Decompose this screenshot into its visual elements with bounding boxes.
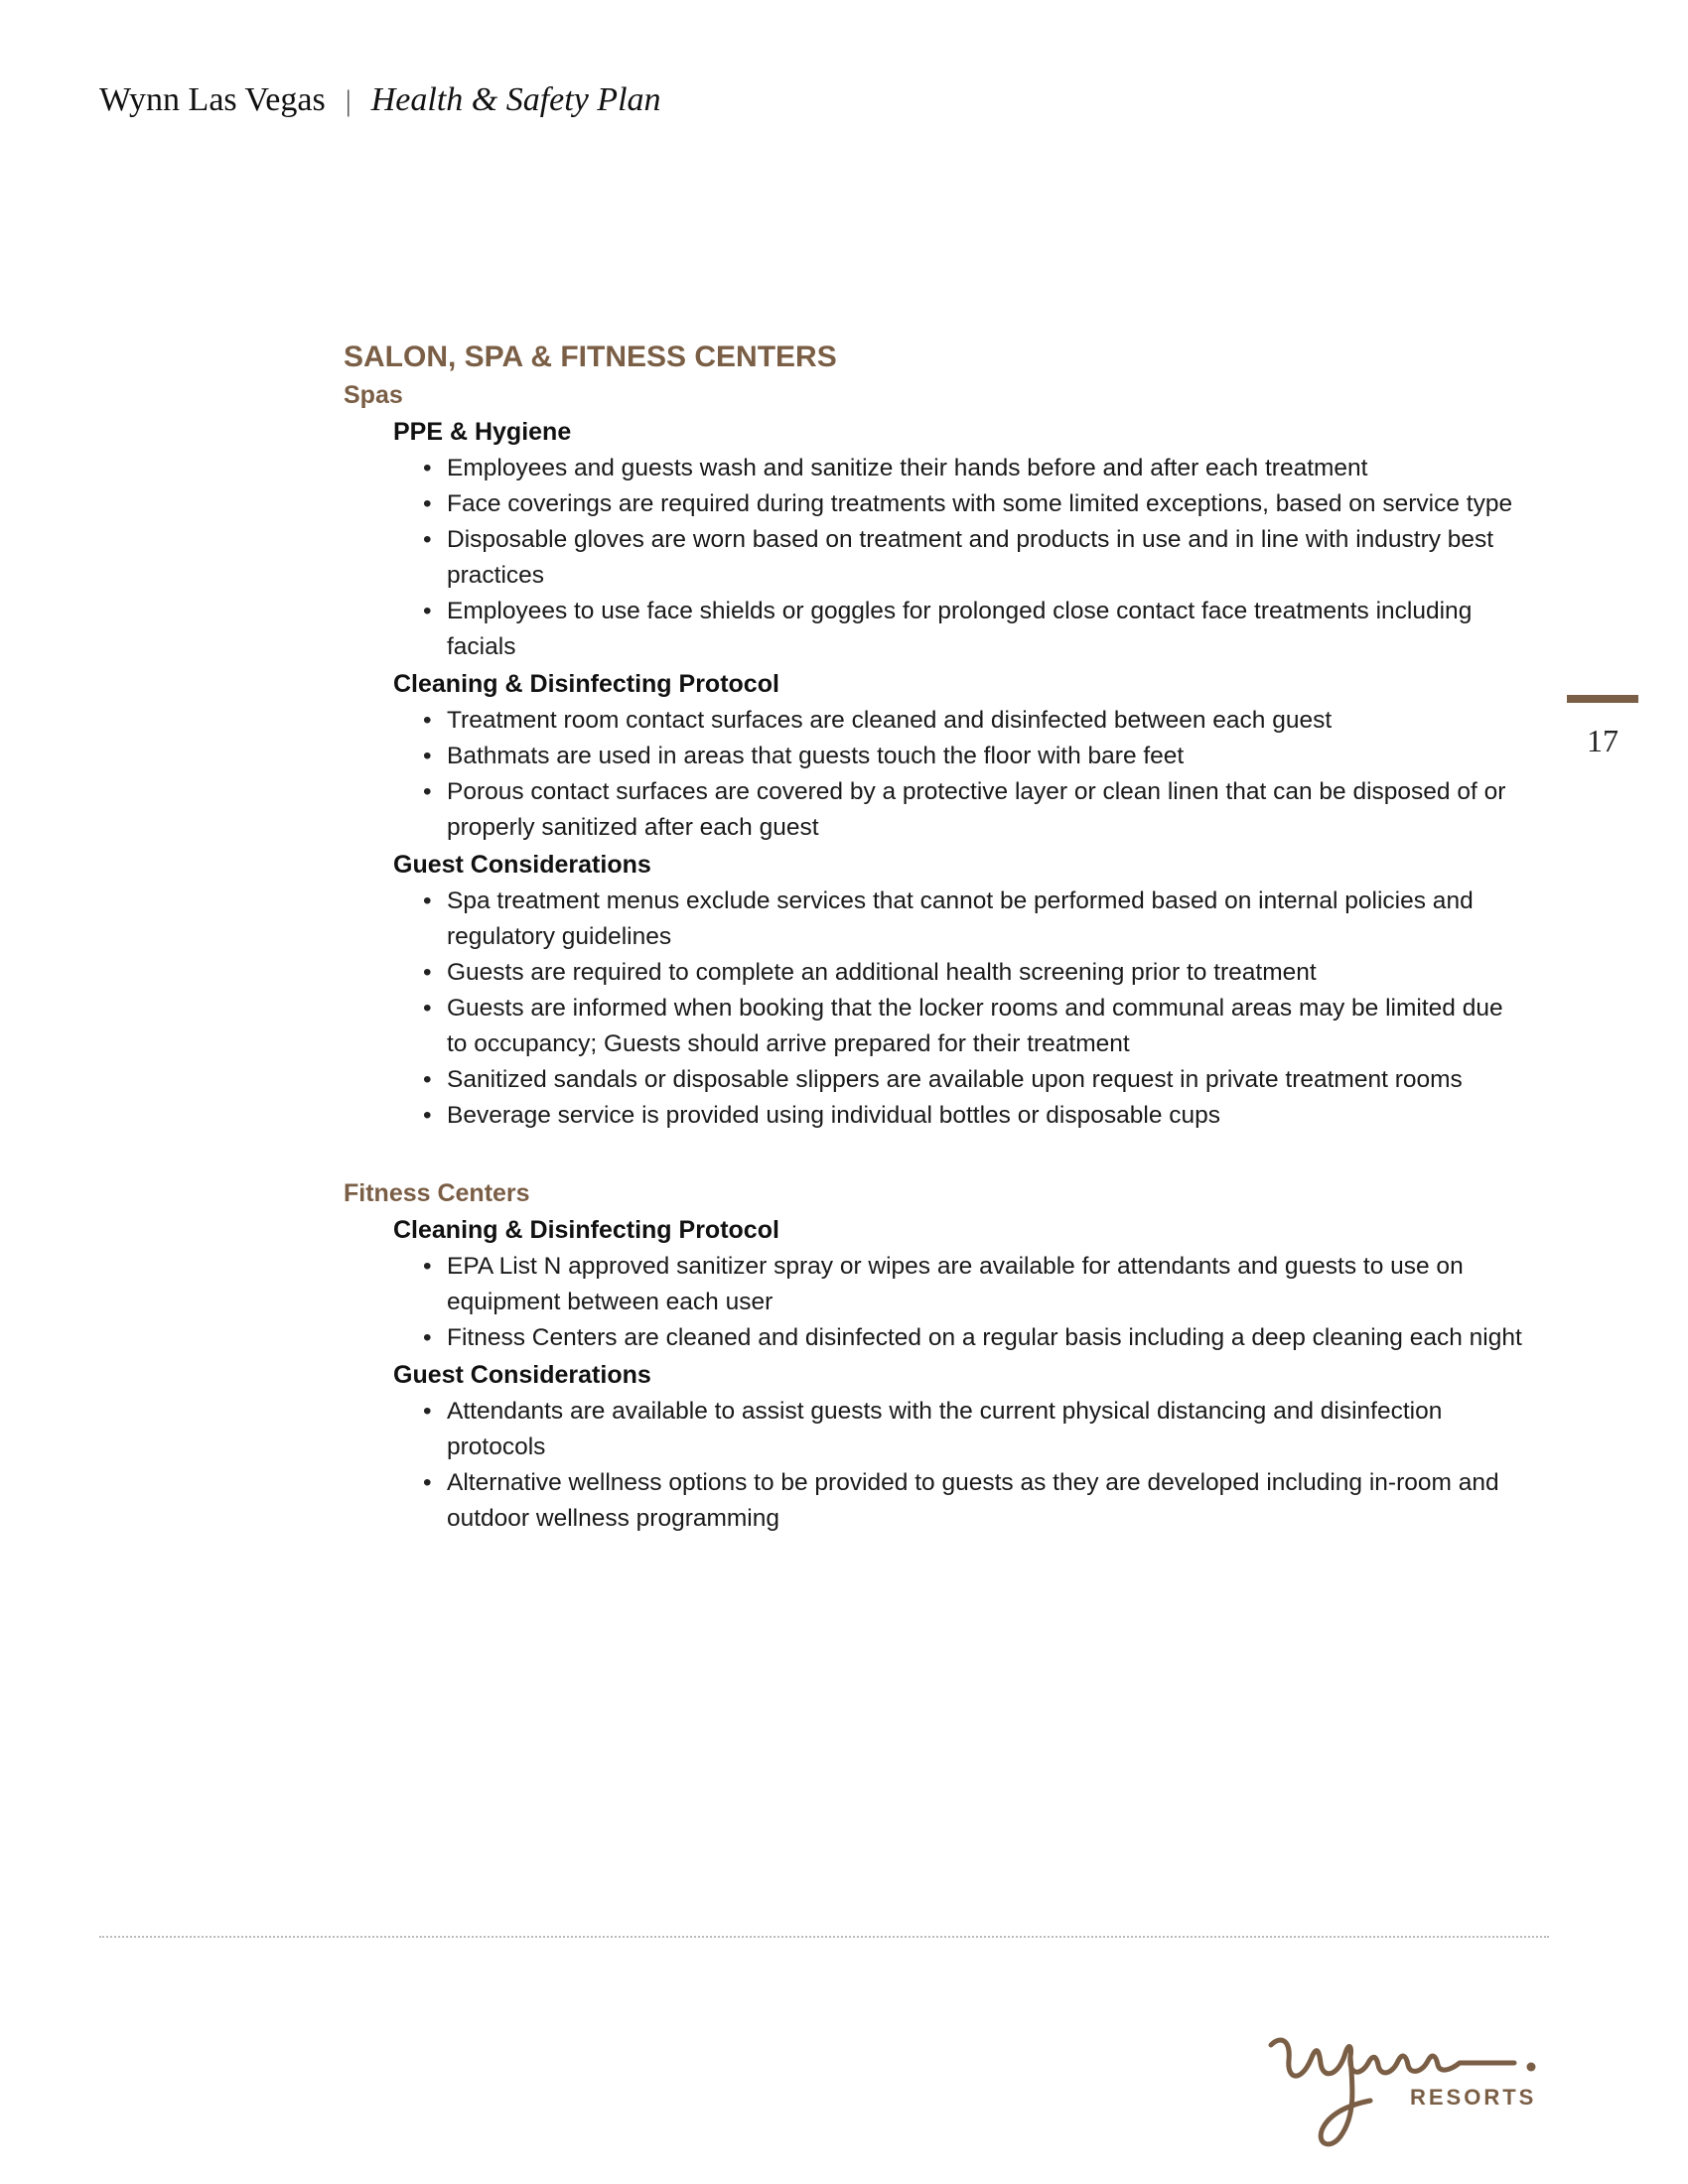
list-item: • Spa treatment menus exclude services that cannot be performed based on internal policies and regulatory guidelines [423, 884, 1525, 955]
list-item: • Guests are informed when booking that the locker rooms and communal areas may be limited due to occupancy; Guests should arrive prepared for their treatment [423, 991, 1525, 1062]
list-item: • EPA List N approved sanitizer spray or wipes are available for attendants and guests to use on equipment between each user [423, 1249, 1525, 1320]
list-item: • Sanitized sandals or disposable slippers are available upon request in private treatment rooms [423, 1062, 1525, 1098]
footer-divider [99, 1936, 1549, 1938]
list-item: • Fitness Centers are cleaned and disinfected on a regular basis including a deep cleaning each night [423, 1320, 1525, 1356]
logo-resorts-text: RESORTS [1410, 2085, 1537, 2110]
list-item: • Disposable gloves are worn based on treatment and products in use and in line with industry best practices [423, 522, 1525, 594]
list-item: • Alternative wellness options to be provided to guests as they are developed including in-room and outdoor wellness programming [423, 1465, 1525, 1537]
list-item: • Face coverings are required during treatments with some limited exceptions, based on service type [423, 486, 1525, 522]
page-number-tab [1567, 695, 1638, 703]
fitness-guest-list [423, 1394, 1555, 1537]
list-item: • Guests are required to complete an additional health screening prior to treatment [423, 955, 1525, 991]
list-item: • Bathmats are used in areas that guests touch the floor with bare feet [423, 739, 1525, 774]
document-title: Health & Safety Plan [370, 81, 661, 118]
list-item: • Attendants are available to assist guests with the current physical distancing and disinfection protocols [423, 1394, 1525, 1465]
logo-script-text: Wynn [1261, 2005, 1264, 2006]
list-item: • Beverage service is provided using individual bottles or disposable cups [423, 1098, 1525, 1134]
fitness-heading: Fitness Centers [344, 1179, 530, 1207]
fitness-cleaning-list [423, 1249, 1555, 1356]
list-item: • Employees and guests wash and sanitize their hands before and after each treatment [423, 451, 1525, 486]
wynn-resorts-logo [1261, 2005, 1559, 2154]
section-title: SALON, SPA & FITNESS CENTERS [344, 341, 837, 373]
spas-cleaning-heading: Cleaning & Disinfecting Protocol [393, 670, 779, 698]
page-header [99, 81, 661, 119]
list-item: • Treatment room contact surfaces are cleaned and disinfected between each guest [423, 703, 1525, 739]
brand-name: Wynn Las Vegas [99, 81, 326, 118]
spas-guest-list [423, 884, 1555, 1134]
fitness-guest-heading: Guest Considerations [393, 1361, 651, 1389]
list-item: • Employees to use face shields or goggles for prolonged close contact face treatments including facials [423, 594, 1525, 665]
fitness-cleaning-heading: Cleaning & Disinfecting Protocol [393, 1216, 779, 1244]
spas-ppe-heading: PPE & Hygiene [393, 418, 572, 446]
main-content [344, 338, 1555, 1537]
spas-heading: Spas [344, 381, 403, 409]
spas-cleaning-list [423, 703, 1555, 846]
header-separator: | [345, 84, 352, 117]
list-item: • Porous contact surfaces are covered by a protective layer or clean linen that can be disposed of or properly sanitized after each guest [423, 774, 1525, 846]
spas-ppe-list [423, 451, 1555, 665]
spas-guest-heading: Guest Considerations [393, 851, 651, 879]
page-number: 17 [1587, 723, 1618, 758]
